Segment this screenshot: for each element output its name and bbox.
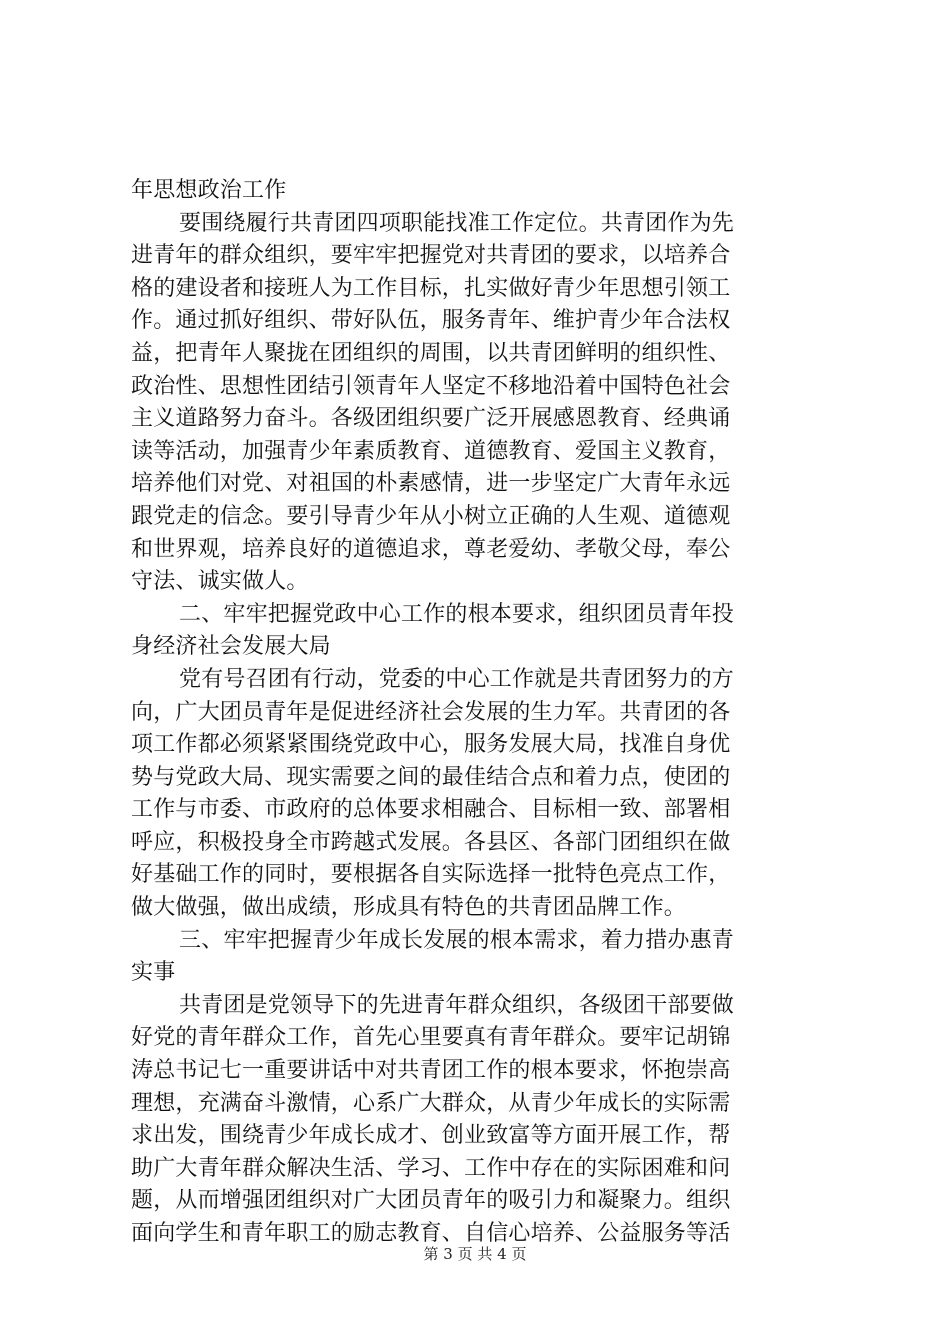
text-line: 身经济社会发展大局: [131, 634, 331, 660]
text-line: 项工作都必须紧紧围绕党政中心，服务发展大局，找准自身优: [131, 732, 731, 758]
body-text: [131, 175, 831, 1251]
text-line: 进青年的群众组织，要牢牢把握党对共青团的要求，以培养合: [131, 243, 731, 269]
text-line: 格的建设者和接班人为工作目标，扎实做好青少年思想引领工: [131, 275, 731, 301]
text-line: 要围绕履行共青团四项职能找准工作定位。共青团作为先: [179, 210, 735, 236]
text-line: 共青团是党领导下的先进青年群众组织，各级团干部要做: [179, 992, 735, 1018]
text-line: 实事: [131, 960, 176, 986]
text-line: 益，把青年人聚拢在团组织的周围，以共青团鲜明的组织性、: [131, 340, 731, 366]
text-line: 势与党政大局、现实需要之间的最佳结合点和着力点，使团的: [131, 764, 731, 790]
text-line: 跟党走的信念。要引导青少年从小树立正确的人生观、道德观: [131, 503, 731, 529]
text-line: 培养他们对党、对祖国的朴素感情，进一步坚定广大青年永远: [131, 471, 731, 497]
text-line: 读等活动，加强青少年素质教育、道德教育、爱国主义教育，: [131, 438, 731, 464]
text-line: 年思想政治工作: [131, 178, 287, 203]
text-line: 向，广大团员青年是促进经济社会发展的生力军。共青团的各: [131, 699, 731, 725]
text-line: 好基础工作的同时，要根据各自实际选择一批特色亮点工作，: [131, 862, 731, 888]
text-line: 和世界观，培养良好的道德追求，尊老爱幼、孝敬父母，奉公: [131, 536, 731, 562]
text-line: 守法、诚实做人。: [131, 569, 309, 595]
text-line: 二、牢牢把握党政中心工作的根本要求，组织团员青年投: [179, 601, 735, 627]
text-line: 助广大青年群众解决生活、学习、工作中存在的实际困难和问: [131, 1155, 731, 1181]
text-line: 作。通过抓好组织、带好队伍，服务青年、维护青少年合法权: [131, 308, 731, 334]
text-line: 求出发，围绕青少年成长成才、创业致富等方面开展工作，帮: [131, 1123, 731, 1149]
text-line: 理想，充满奋斗激情，心系广大群众，从青少年成长的实际需: [131, 1090, 731, 1116]
page-footer: 第 3 页 共 4 页: [423, 1245, 527, 1263]
text-line: 主义道路努力奋斗。各级团组织要广泛开展感恩教育、经典诵: [131, 406, 731, 432]
text-line: 面向学生和青年职工的励志教育、自信心培养、公益服务等活: [131, 1221, 731, 1246]
text-line: 政治性、思想性团结引领青年人坚定不移地沿着中国特色社会: [131, 373, 731, 399]
text-line: 做大做强，做出成绩，形成具有特色的共青团品牌工作。: [131, 895, 687, 921]
text-line: 好党的青年群众工作，首先心里要真有青年群众。要牢记胡锦: [131, 1025, 731, 1051]
text-line: 党有号召团有行动，党委的中心工作就是共青团努力的方: [179, 666, 735, 692]
text-line: 三、牢牢把握青少年成长发展的根本需求，着力措办惠青: [179, 927, 735, 953]
text-line: 呼应，积极投身全市跨越式发展。各县区、各部门团组织在做: [131, 829, 731, 855]
text-line: 涛总书记七一重要讲话中对共青团工作的根本要求，怀抱崇高: [131, 1058, 731, 1084]
text-line: 题，从而增强团组织对广大团员青年的吸引力和凝聚力。组织: [131, 1188, 731, 1214]
text-line: 工作与市委、市政府的总体要求相融合、目标相一致、部署相: [131, 797, 731, 823]
